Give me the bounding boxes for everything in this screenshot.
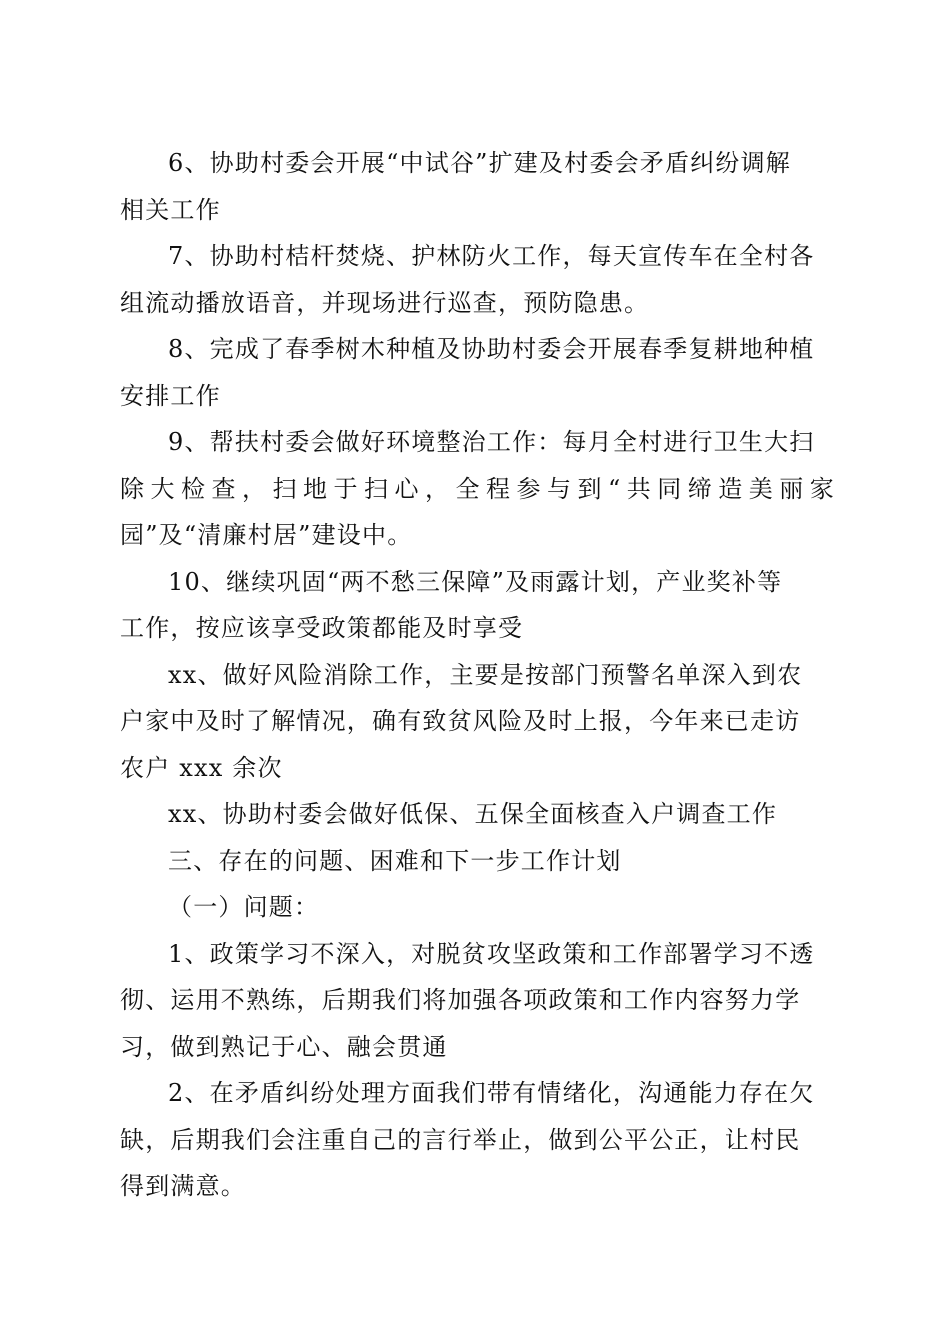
item-9-line-3: 园”及“清廉村居”建设中。 xyxy=(120,521,413,549)
item-9-line-2: 除大检查，扫地于扫心，全程参与到“共同缔造美丽家 xyxy=(120,474,841,503)
item-7 xyxy=(120,233,825,326)
item-6-line-1: 6、协助村委会开展“中试谷”扩建及村委会矛盾纠纷调解 xyxy=(168,149,792,177)
item-xx-risk-line-3: 农户 xxx 余次 xyxy=(120,753,283,782)
item-10 xyxy=(120,559,825,652)
item-xx-survey xyxy=(120,791,825,838)
problem-2 xyxy=(120,1070,825,1210)
item-8 xyxy=(120,326,825,419)
item-8-line-1: 8、完成了春季树木种植及协助村委会开展春季复耕地种植 xyxy=(168,335,815,363)
item-9-line-1: 9、帮扶村委会做好环境整治工作：每月全村进行卫生大扫 xyxy=(168,428,815,456)
item-7-line-2: 组流动播放语音，并现场进行巡查，预防隐患。 xyxy=(120,288,650,317)
item-8-line-2: 安排工作 xyxy=(120,381,221,410)
item-9 xyxy=(120,419,841,559)
problem-2-line-1: 2、在矛盾纠纷处理方面我们带有情绪化，沟通能力存在欠 xyxy=(168,1079,815,1107)
item-10-line-1: 10、继续巩固“两不愁三保障”及雨露计划，产业奖补等 xyxy=(168,567,783,596)
document-body xyxy=(120,140,841,1210)
item-xx-risk-line-2: 户家中及时了解情况，确有致贫风险及时上报，今年来已走访 xyxy=(120,707,801,735)
problem-1-line-3: 习，做到熟记于心、融会贯通 xyxy=(120,1032,448,1061)
item-xx-risk xyxy=(120,652,825,792)
item-xx-survey-line-1: xx、协助村委会做好低保、五保全面核查入户调查工作 xyxy=(168,800,778,828)
section-heading: 三、存在的问题、困难和下一步工作计划 xyxy=(168,846,622,875)
problem-2-line-3: 得到满意。 xyxy=(120,1172,246,1200)
item-7-line-1: 7、协助村桔杆焚烧、护林防火工作，每天宣传车在全村各 xyxy=(168,242,815,270)
item-10-line-2: 工作，按应该享受政策都能及时享受 xyxy=(120,614,524,642)
problem-1-line-1: 1、政策学习不深入，对脱贫攻坚政策和工作部署学习不透 xyxy=(168,939,815,968)
sub-heading: （一）问题： xyxy=(168,893,320,921)
problem-1 xyxy=(120,931,825,1071)
problem-2-line-2: 缺，后期我们会注重自己的言行举止，做到公平公正，让村民 xyxy=(120,1125,801,1154)
item-6 xyxy=(120,140,825,233)
problem-1-line-2: 彻、运用不熟练，后期我们将加强各项政策和工作内容努力学 xyxy=(120,986,801,1014)
item-6-line-2: 相关工作 xyxy=(120,195,221,224)
item-xx-risk-line-1: xx、做好风险消除工作，主要是按部门预警名单深入到农 xyxy=(168,660,803,689)
